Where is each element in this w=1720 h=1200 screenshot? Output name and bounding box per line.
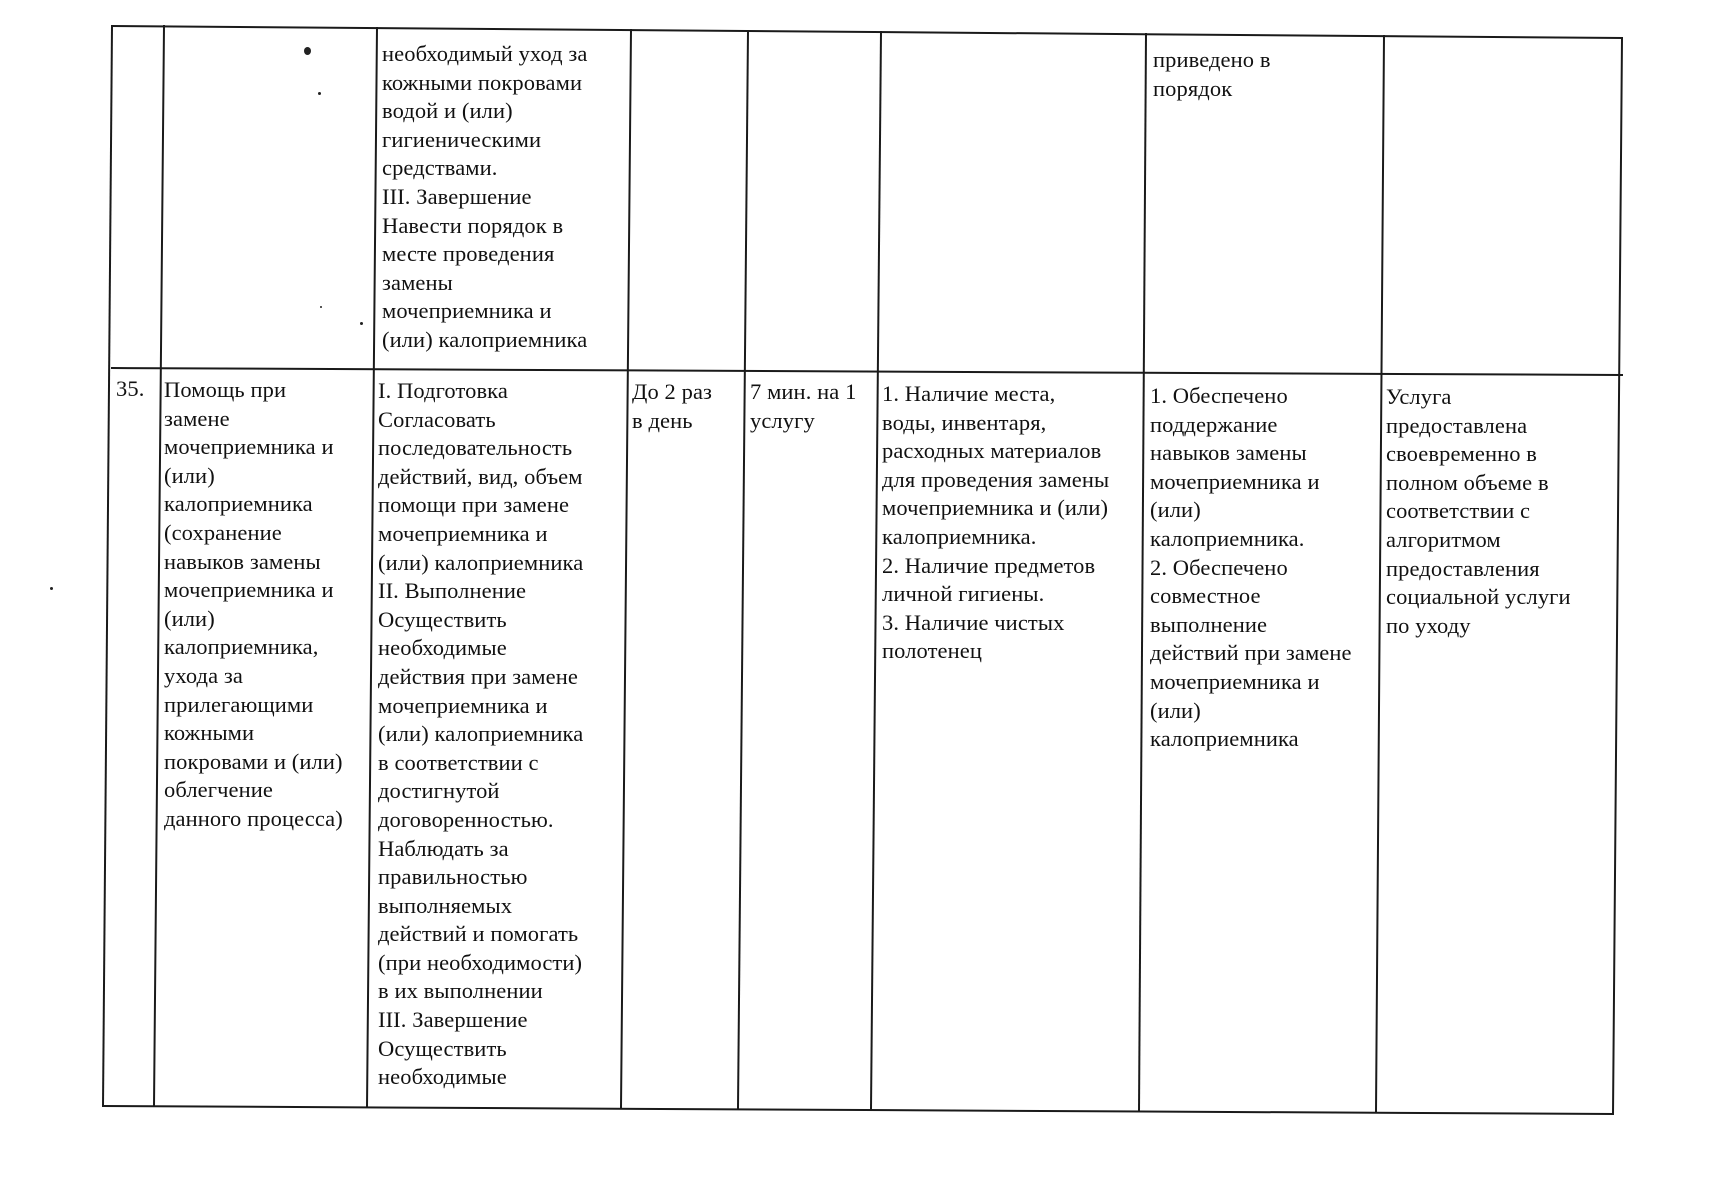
scan-speck	[360, 322, 363, 325]
continuation-procedure-cell: необходимый уход за кожными покровами водой и (или) гигиеническими средствами. III. Завершение Навести порядок в месте проведения замены мочеприемника и (или) калоприемника	[382, 41, 588, 352]
service-name-cell: Помощь при замене мочеприемника и (или) калоприемника (сохранение навыков замены мочеприемника и (или) калоприемника, ухода за прилегающими кожными покровами и (или) облегчение данного процесса)	[164, 377, 343, 831]
scan-speck	[320, 306, 322, 308]
scan-speck	[318, 92, 321, 95]
scan-speck	[304, 47, 311, 55]
row-number-cell: 35.	[116, 376, 145, 401]
continuation-result-cell: приведено в порядок	[1153, 47, 1271, 101]
result-cell: 1. Обеспечено поддержание навыков замены мочеприемника и (или) калоприемника. 2. Обеспечено совместное выполнение действий при замене мочеприемника и (или) калоприемника	[1150, 383, 1352, 752]
scan-speck	[50, 587, 53, 590]
procedure-cell: I. Подготовка Согласовать последовательность действий, вид, объем помощи при замене мочеприемника и (или) калоприемника II. Выполнение Осуществить необходимые действия при замене мочеприемника и (или) калоприемника в соответствии с достигнутой договоренностью. Наблюдать за правильностью выполняемых действий и помогать (при необходимости) в их выполнении III. Завершение Осуществить необходимые	[378, 378, 584, 1090]
conditions-cell: 1. Наличие места, воды, инвентаря, расходных материалов для проведения замены мочеприемника и (или) калоприемника. 2. Наличие предметов личной гигиены. 3. Наличие чистых полотенец	[882, 381, 1110, 664]
frequency-cell: До 2 раз в день	[632, 379, 713, 433]
quality-cell: Услуга предоставлена своевременно в полном объеме в соответствии с алгоритмом предоставления социальной услуги по уходу	[1386, 384, 1571, 638]
duration-cell: 7 мин. на 1 услугу	[750, 379, 857, 433]
